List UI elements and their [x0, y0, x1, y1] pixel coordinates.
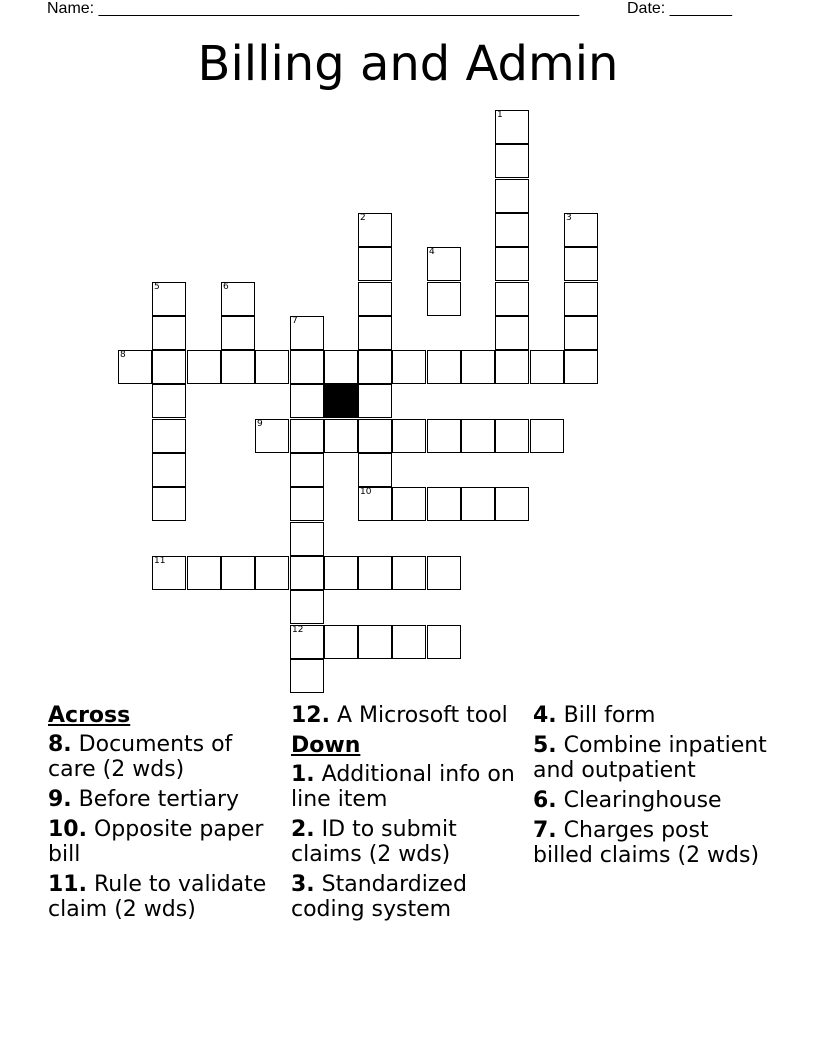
clue-item-text: Clearinghouse — [556, 788, 722, 813]
crossword-cell[interactable] — [290, 625, 324, 659]
clue-number: 7 — [292, 316, 298, 326]
crossword-cell[interactable] — [358, 213, 392, 247]
clue-item-text: Additional info on line item — [291, 762, 515, 812]
crossword-cell[interactable] — [495, 419, 529, 453]
crossword-cell[interactable] — [187, 350, 221, 384]
crossword-cell[interactable] — [290, 522, 324, 556]
down-heading: Down — [291, 733, 361, 758]
crossword-cell[interactable] — [290, 384, 324, 418]
clue-number: 10 — [360, 487, 372, 497]
crossword-cell[interactable] — [290, 419, 324, 453]
crossword-cell[interactable] — [564, 316, 598, 350]
clue-item-number: 2. — [291, 817, 315, 842]
crossword-cell[interactable] — [495, 213, 529, 247]
crossword-cell[interactable] — [495, 487, 529, 521]
crossword-cell[interactable] — [427, 625, 461, 659]
crossword-cell[interactable] — [427, 282, 461, 316]
crossword-cell[interactable] — [152, 419, 186, 453]
crossword-cell[interactable] — [392, 419, 426, 453]
clue-item-text: Rule to validate claim (2 wds) — [48, 872, 267, 922]
crossword-cell[interactable] — [427, 556, 461, 590]
clue-item-number: 4. — [533, 703, 557, 728]
crossword-cell[interactable] — [564, 282, 598, 316]
clue-number: 11 — [154, 556, 166, 566]
clue-item-number: 6. — [533, 788, 557, 813]
clue-item-text: Combine inpatient and outpatient — [533, 733, 767, 783]
crossword-cell[interactable] — [427, 487, 461, 521]
crossword-cell[interactable] — [461, 419, 495, 453]
puzzle-title: Billing and Admin — [197, 36, 619, 92]
clue-item-number: 1. — [291, 762, 315, 787]
date-field-label: Date: _______ — [627, 0, 732, 17]
crossword-cell[interactable] — [152, 556, 186, 590]
crossword-cell[interactable] — [530, 350, 564, 384]
crossword-cell[interactable] — [495, 316, 529, 350]
clue-item-number: 11. — [48, 872, 87, 897]
crossword-cell[interactable] — [152, 453, 186, 487]
clue-number: 2 — [360, 213, 366, 223]
crossword-cell[interactable] — [495, 110, 529, 144]
crossword-cell[interactable] — [358, 419, 392, 453]
crossword-cell[interactable] — [564, 213, 598, 247]
crossword-cell[interactable] — [358, 487, 392, 521]
crossword-cell[interactable] — [324, 625, 358, 659]
crossword-cell[interactable] — [564, 247, 598, 281]
crossword-cell[interactable] — [324, 350, 358, 384]
clue-item-text: Documents of care (2 wds) — [48, 732, 233, 782]
clue-item — [533, 818, 773, 868]
crossword-cell[interactable] — [255, 350, 289, 384]
crossword-cell[interactable] — [221, 556, 255, 590]
clue-item-text: ID to submit claims (2 wds) — [291, 817, 457, 867]
clue-number: 12 — [292, 625, 304, 635]
crossword-cell[interactable] — [461, 487, 495, 521]
clue-number: 4 — [429, 247, 435, 257]
crossword-cell[interactable] — [358, 282, 392, 316]
crossword-cell[interactable] — [358, 384, 392, 418]
crossword-cell[interactable] — [152, 384, 186, 418]
crossword-cell[interactable] — [290, 659, 324, 693]
crossword-cell[interactable] — [221, 282, 255, 316]
clues-column-1 — [48, 703, 278, 927]
clue-number: 3 — [566, 213, 572, 223]
clue-item — [48, 872, 278, 922]
crossword-cell[interactable] — [290, 487, 324, 521]
crossword-cell[interactable] — [221, 350, 255, 384]
clue-item-text: Opposite paper bill — [48, 817, 264, 867]
crossword-cell[interactable] — [221, 316, 255, 350]
crossword-cell[interactable] — [152, 350, 186, 384]
clues-column-3 — [533, 703, 773, 873]
crossword-cell[interactable] — [495, 282, 529, 316]
clue-item — [533, 788, 773, 813]
clue-item-number: 3. — [291, 872, 315, 897]
crossword-cell[interactable] — [564, 350, 598, 384]
clue-item-text: Before tertiary — [71, 787, 240, 812]
crossword-cell[interactable] — [118, 350, 152, 384]
clue-item-text: Bill form — [556, 703, 656, 728]
crossword-cell[interactable] — [358, 350, 392, 384]
clue-item-number: 12. — [291, 703, 330, 728]
crossword-cell[interactable] — [290, 590, 324, 624]
crossword-cell[interactable] — [495, 144, 529, 178]
clue-item — [291, 872, 523, 922]
crossword-cell[interactable] — [358, 625, 392, 659]
clue-item — [48, 817, 278, 867]
crossword-cell[interactable] — [427, 247, 461, 281]
name-field-label: Name: ______________________________________________________ — [47, 0, 580, 17]
clue-number: 9 — [257, 419, 263, 429]
clue-item-text: A Microsoft tool — [329, 703, 508, 728]
crossword-cell[interactable] — [290, 350, 324, 384]
clue-item-text: Standardized coding system — [291, 872, 467, 922]
crossword-cell[interactable] — [358, 316, 392, 350]
crossword-cell[interactable] — [187, 556, 221, 590]
clue-item — [533, 733, 773, 783]
crossword-cell[interactable] — [427, 419, 461, 453]
clue-number: 5 — [154, 282, 160, 292]
crossword-cell[interactable] — [255, 556, 289, 590]
clues-column-2 — [291, 703, 523, 927]
crossword-cell[interactable] — [290, 556, 324, 590]
clue-item-number: 7. — [533, 818, 557, 843]
clue-number: 8 — [120, 350, 126, 360]
crossword-cell[interactable] — [392, 487, 426, 521]
crossword-block — [324, 384, 358, 418]
crossword-cell[interactable] — [324, 556, 358, 590]
crossword-cell[interactable] — [530, 419, 564, 453]
crossword-cell[interactable] — [152, 316, 186, 350]
clue-item — [291, 817, 523, 867]
across-heading: Across — [48, 703, 131, 728]
clue-item-number: 9. — [48, 787, 72, 812]
crossword-cell[interactable] — [358, 556, 392, 590]
crossword-cell[interactable] — [495, 247, 529, 281]
clue-item — [48, 732, 278, 782]
crossword-cell[interactable] — [255, 419, 289, 453]
crossword-cell[interactable] — [495, 350, 529, 384]
crossword-cell[interactable] — [461, 350, 495, 384]
crossword-cell[interactable] — [392, 556, 426, 590]
crossword-cell[interactable] — [495, 179, 529, 213]
crossword-cell[interactable] — [324, 419, 358, 453]
clue-number: 6 — [223, 282, 229, 292]
clue-number: 1 — [497, 110, 503, 120]
clue-item-text: Charges post billed claims (2 wds) — [533, 818, 760, 868]
crossword-cell[interactable] — [152, 282, 186, 316]
clue-item-number: 5. — [533, 733, 557, 758]
crossword-cell[interactable] — [290, 316, 324, 350]
clue-item-number: 10. — [48, 817, 87, 842]
crossword-cell[interactable] — [427, 350, 461, 384]
crossword-cell[interactable] — [392, 625, 426, 659]
clue-item — [533, 703, 773, 728]
crossword-cell[interactable] — [290, 453, 324, 487]
crossword-cell[interactable] — [358, 453, 392, 487]
crossword-cell[interactable] — [392, 350, 426, 384]
crossword-cell[interactable] — [152, 487, 186, 521]
clue-item — [48, 787, 278, 812]
clue-item — [291, 762, 523, 812]
clue-item-number: 8. — [48, 732, 72, 757]
clue-item — [291, 703, 523, 728]
crossword-cell[interactable] — [358, 247, 392, 281]
